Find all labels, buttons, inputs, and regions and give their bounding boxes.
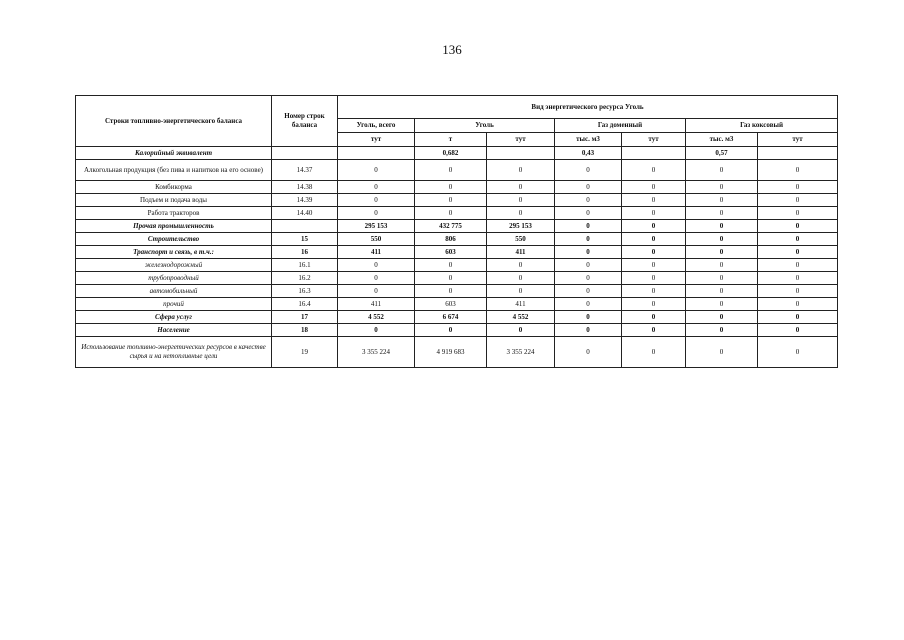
header-line-number: Номер строк баланса bbox=[272, 96, 338, 147]
table-cell: 0 bbox=[686, 337, 758, 368]
table-cell: 0 bbox=[555, 246, 622, 259]
row-code: 16.1 bbox=[272, 259, 338, 272]
table-cell: 0 bbox=[686, 181, 758, 194]
row-label: прочий bbox=[76, 298, 272, 311]
table-cell: 0 bbox=[686, 233, 758, 246]
table-cell: 0 bbox=[555, 324, 622, 337]
table-cell: 603 bbox=[415, 246, 487, 259]
unit-header: тут bbox=[338, 133, 415, 147]
table-cell: 0,43 bbox=[555, 147, 622, 160]
table-cell: 0 bbox=[758, 160, 838, 181]
table-cell: 0 bbox=[686, 160, 758, 181]
table-cell: 0 bbox=[758, 285, 838, 298]
table-cell: 603 bbox=[415, 298, 487, 311]
table-cell: 0 bbox=[555, 259, 622, 272]
table-row bbox=[76, 233, 838, 246]
table-cell: 0 bbox=[758, 298, 838, 311]
row-code: 16.3 bbox=[272, 285, 338, 298]
table-cell: 0 bbox=[555, 220, 622, 233]
table-cell: 0 bbox=[338, 324, 415, 337]
table-cell: 0 bbox=[338, 285, 415, 298]
header-gaz-koksovyi: Газ коксовый bbox=[686, 119, 838, 133]
unit-header: т bbox=[415, 133, 487, 147]
table-cell bbox=[622, 147, 686, 160]
table-cell: 0 bbox=[622, 220, 686, 233]
row-code: 17 bbox=[272, 311, 338, 324]
row-code: 14.39 bbox=[272, 194, 338, 207]
header-resource-group: Вид энергетического ресурса Уголь bbox=[338, 96, 838, 119]
energy-balance-table bbox=[75, 95, 838, 368]
unit-header: тыс. м3 bbox=[686, 133, 758, 147]
row-code: 16.2 bbox=[272, 272, 338, 285]
table-cell: 0 bbox=[555, 160, 622, 181]
table-cell: 4 552 bbox=[338, 311, 415, 324]
table-row bbox=[76, 298, 838, 311]
table-cell: 0 bbox=[415, 272, 487, 285]
table-cell: 550 bbox=[338, 233, 415, 246]
row-code: 14.37 bbox=[272, 160, 338, 181]
row-code: 14.38 bbox=[272, 181, 338, 194]
table-cell: 0 bbox=[686, 298, 758, 311]
row-label: автомобильный bbox=[76, 285, 272, 298]
table-cell: 3 355 224 bbox=[338, 337, 415, 368]
table-row bbox=[76, 259, 838, 272]
table-cell: 0 bbox=[487, 181, 555, 194]
table-cell: 0 bbox=[622, 207, 686, 220]
row-label: трубопроводный bbox=[76, 272, 272, 285]
table-cell: 0 bbox=[555, 272, 622, 285]
table-row bbox=[76, 220, 838, 233]
table-cell: 0 bbox=[338, 160, 415, 181]
table-cell: 0,57 bbox=[686, 147, 758, 160]
table-cell: 0 bbox=[487, 259, 555, 272]
table-row bbox=[76, 324, 838, 337]
table-cell: 0 bbox=[622, 246, 686, 259]
table-cell: 0 bbox=[415, 181, 487, 194]
table-cell: 0 bbox=[758, 233, 838, 246]
table-cell: 0 bbox=[487, 324, 555, 337]
row-label: Сфера услуг bbox=[76, 311, 272, 324]
table-cell: 0 bbox=[758, 246, 838, 259]
table-cell: 0 bbox=[415, 324, 487, 337]
table-row bbox=[76, 246, 838, 259]
row-label: Комбикорма bbox=[76, 181, 272, 194]
table-cell: 411 bbox=[338, 298, 415, 311]
table-cell: 0 bbox=[758, 220, 838, 233]
table-cell: 0 bbox=[415, 285, 487, 298]
unit-header: тут bbox=[758, 133, 838, 147]
table-cell: 0 bbox=[338, 194, 415, 207]
table-cell: 0 bbox=[622, 285, 686, 298]
table-cell: 0 bbox=[622, 194, 686, 207]
table-row bbox=[76, 207, 838, 220]
table-cell: 0 bbox=[758, 181, 838, 194]
unit-header: тыс. м3 bbox=[555, 133, 622, 147]
row-code: 19 bbox=[272, 337, 338, 368]
row-label: Работа тракторов bbox=[76, 207, 272, 220]
table-cell: 0,682 bbox=[415, 147, 487, 160]
table-cell: 0 bbox=[555, 285, 622, 298]
table-cell: 0 bbox=[555, 298, 622, 311]
table-cell: 0 bbox=[487, 285, 555, 298]
table-cell: 0 bbox=[622, 181, 686, 194]
table-cell: 0 bbox=[686, 220, 758, 233]
table-cell: 4 919 683 bbox=[415, 337, 487, 368]
unit-header: тут bbox=[622, 133, 686, 147]
table-cell: 0 bbox=[622, 160, 686, 181]
header-ugol-vsego: Уголь, всего bbox=[338, 119, 415, 133]
table-cell: 550 bbox=[487, 233, 555, 246]
table-cell: 0 bbox=[758, 311, 838, 324]
table-cell: 0 bbox=[487, 272, 555, 285]
row-label: Алкогольная продукция (без пива и напитков на его основе) bbox=[76, 160, 272, 181]
table-cell: 0 bbox=[622, 324, 686, 337]
table-cell: 0 bbox=[758, 324, 838, 337]
row-code bbox=[272, 220, 338, 233]
row-code: 14.40 bbox=[272, 207, 338, 220]
table-cell: 0 bbox=[622, 233, 686, 246]
table-cell: 0 bbox=[686, 194, 758, 207]
table-cell: 0 bbox=[622, 298, 686, 311]
table-cell: 295 153 bbox=[487, 220, 555, 233]
row-label: Прочая промышленность bbox=[76, 220, 272, 233]
row-label: Калорийный эквивалент bbox=[76, 147, 272, 160]
row-label: Подъем и подача воды bbox=[76, 194, 272, 207]
row-label: Население bbox=[76, 324, 272, 337]
table-cell: 0 bbox=[686, 272, 758, 285]
table-cell bbox=[758, 147, 838, 160]
table-cell: 0 bbox=[555, 337, 622, 368]
table-cell: 0 bbox=[487, 194, 555, 207]
table-cell: 0 bbox=[415, 194, 487, 207]
table-cell: 0 bbox=[622, 272, 686, 285]
table-cell: 432 775 bbox=[415, 220, 487, 233]
table-cell: 0 bbox=[686, 324, 758, 337]
page-number: 136 bbox=[442, 42, 462, 57]
table-cell: 4 552 bbox=[487, 311, 555, 324]
row-code: 16 bbox=[272, 246, 338, 259]
row-label: Транспорт и связь, в т.ч.: bbox=[76, 246, 272, 259]
table-cell: 0 bbox=[555, 194, 622, 207]
table-cell: 0 bbox=[338, 207, 415, 220]
row-code: 15 bbox=[272, 233, 338, 246]
table-cell: 0 bbox=[487, 207, 555, 220]
table-cell: 0 bbox=[555, 233, 622, 246]
header-ugol: Уголь bbox=[415, 119, 555, 133]
table-cell: 0 bbox=[487, 160, 555, 181]
table-cell: 0 bbox=[686, 285, 758, 298]
table-cell: 0 bbox=[758, 207, 838, 220]
table-row bbox=[76, 285, 838, 298]
table-row bbox=[76, 160, 838, 181]
table-cell: 0 bbox=[555, 207, 622, 220]
table-cell: 0 bbox=[622, 337, 686, 368]
table-cell: 0 bbox=[622, 311, 686, 324]
table-cell: 0 bbox=[758, 259, 838, 272]
table-cell: 0 bbox=[686, 259, 758, 272]
table-cell: 0 bbox=[758, 337, 838, 368]
header-gaz-domennyi: Газ доменный bbox=[555, 119, 686, 133]
table-cell: 0 bbox=[338, 259, 415, 272]
table-cell: 0 bbox=[686, 246, 758, 259]
table-cell: 0 bbox=[415, 259, 487, 272]
table-cell: 0 bbox=[415, 160, 487, 181]
table-cell bbox=[338, 147, 415, 160]
table-row bbox=[76, 311, 838, 324]
row-label: Строительство bbox=[76, 233, 272, 246]
table-cell: 6 674 bbox=[415, 311, 487, 324]
table-cell: 0 bbox=[338, 181, 415, 194]
table-cell: 0 bbox=[686, 207, 758, 220]
unit-header: тут bbox=[487, 133, 555, 147]
table-cell: 411 bbox=[487, 246, 555, 259]
calorific-row bbox=[76, 147, 838, 160]
table-cell: 3 355 224 bbox=[487, 337, 555, 368]
table-row bbox=[76, 272, 838, 285]
table-row bbox=[76, 337, 838, 368]
table-row bbox=[76, 181, 838, 194]
row-code: 18 bbox=[272, 324, 338, 337]
table-cell: 0 bbox=[758, 194, 838, 207]
header-rows-label: Строки топливно-энергетического баланса bbox=[76, 96, 272, 147]
table-cell: 806 bbox=[415, 233, 487, 246]
table-cell: 0 bbox=[555, 311, 622, 324]
table-cell: 411 bbox=[338, 246, 415, 259]
table-cell: 0 bbox=[338, 272, 415, 285]
table-cell: 295 153 bbox=[338, 220, 415, 233]
table-cell: 411 bbox=[487, 298, 555, 311]
table-cell: 0 bbox=[622, 259, 686, 272]
table-cell bbox=[487, 147, 555, 160]
table-cell: 0 bbox=[758, 272, 838, 285]
row-code bbox=[272, 147, 338, 160]
row-code: 16.4 bbox=[272, 298, 338, 311]
table-cell: 0 bbox=[686, 311, 758, 324]
row-label: железнодорожный bbox=[76, 259, 272, 272]
row-label: Использование топливно-энергетических ресурсов в качестве сырья и на нетопливные цели bbox=[76, 337, 272, 368]
table-cell: 0 bbox=[555, 181, 622, 194]
table-cell: 0 bbox=[415, 207, 487, 220]
table-row bbox=[76, 194, 838, 207]
